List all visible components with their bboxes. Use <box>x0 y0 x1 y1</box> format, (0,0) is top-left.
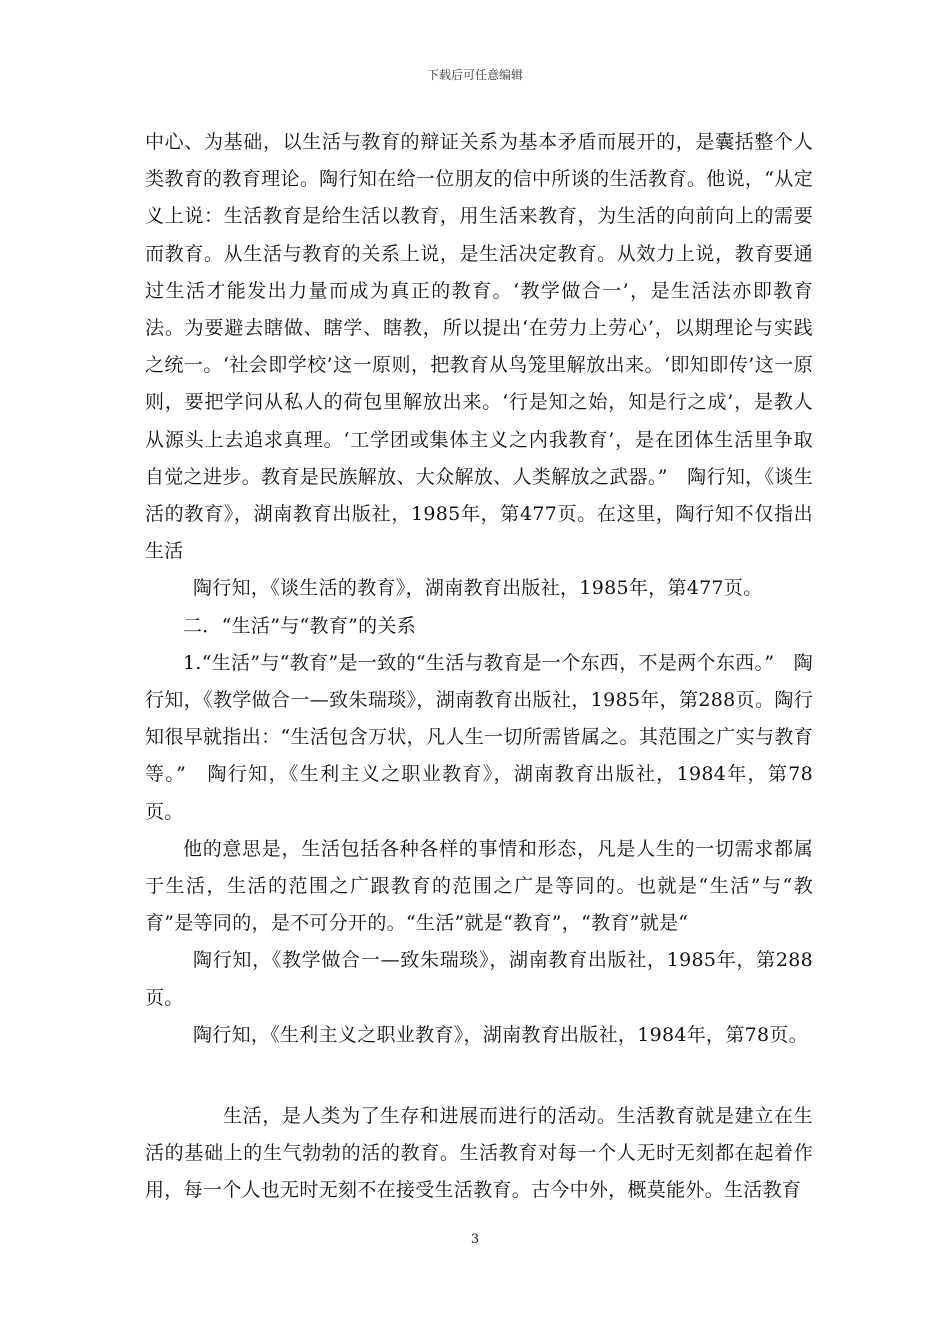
spacer <box>145 1054 813 1098</box>
paragraph-1: 中心、为基础，以生活与教育的辩证关系为基本矛盾而展开的，是囊括整个人类教育的教育理论。陶行知在给一位朋友的信中所谈的生活教育。他说，“从定义上说：生活教育是给生活以教育，用生活来教育，为生活的向前向上的需要而教育。从生活与教育的关系上说，是生活决定教育。从效力上说，教育要通过生活才能发出力量而成为真正的教育。‘教学做合一’，是生活法亦即教育法。为要避去瞎做、瞎学、瞎教，所以提出‘在劳力上劳心’，以期理论与实践之统一。‘社会即学校’这一原则，把教育从鸟笼里解放出来。‘即知即传’这一原则，要把学问从私人的荷包里解放出来。‘行是知之始，知是行之成’，是教人从源头上去追求真理。‘工学团或集体主义之内我教育’，是在团体生活里争取自觉之进步。教育是民族解放、大众解放、人类解放之武器。” 陶行知，《谈生活的教育》，湖南教育出版社，1985年，第477页。在这里，陶行知不仅指出生活 <box>145 131 813 563</box>
paragraph-3: 他的意思是，生活包括各种各样的事情和形态，凡是人生的一切需求都属于生活，生活的范围之广跟教育的范围之广是等同的。也就是“生活”与“教育”是等同的，是不可分开的。“生活”就是“教育”，“教育”就是“ <box>145 837 813 935</box>
section-heading: 二．“生活”与“教育”的关系 <box>183 614 417 637</box>
paragraph-2: 1.“生活”与“教育”是一致的“生活与教育是一个东西，不是两个东西。” 陶行知，《教学做合一—致朱瑞琰》，湖南教育出版社，1985年，第288页。陶行知很早就指出：“生活包含万状，凡人生一切所需皆属之。其范围之广实与教育等。” 陶行知，《生利主义之职业教育》，湖南教育出版社，1984年，第78页。 <box>145 651 813 823</box>
page-number: 3 <box>470 1232 480 1247</box>
page-header: 下载后可任意编辑 <box>426 68 523 82</box>
document-body <box>145 124 813 1210</box>
footnote-paragraph: 陶行知，《谈生活的教育》，湖南教育出版社，1985年，第477页。 <box>193 577 763 600</box>
footnote-paragraph: 陶行知，《生利主义之职业教育》，湖南教育出版社，1984年，第78页。 <box>193 1023 809 1046</box>
paragraph-4: 生活，是人类为了生存和进展而进行的活动。生活教育就是建立在生活的基础上的生气勃勃的活的教育。生活教育对每一个人无时无刻都在起着作用，每一个人也无时无刻不在接受生活教育。古今中外，概莫能外。生活教育 <box>145 1105 813 1202</box>
footnote-paragraph: 陶行知，《教学做合一—致朱瑞琰》，湖南教育出版社，1985年，第288页。 <box>145 949 813 1009</box>
